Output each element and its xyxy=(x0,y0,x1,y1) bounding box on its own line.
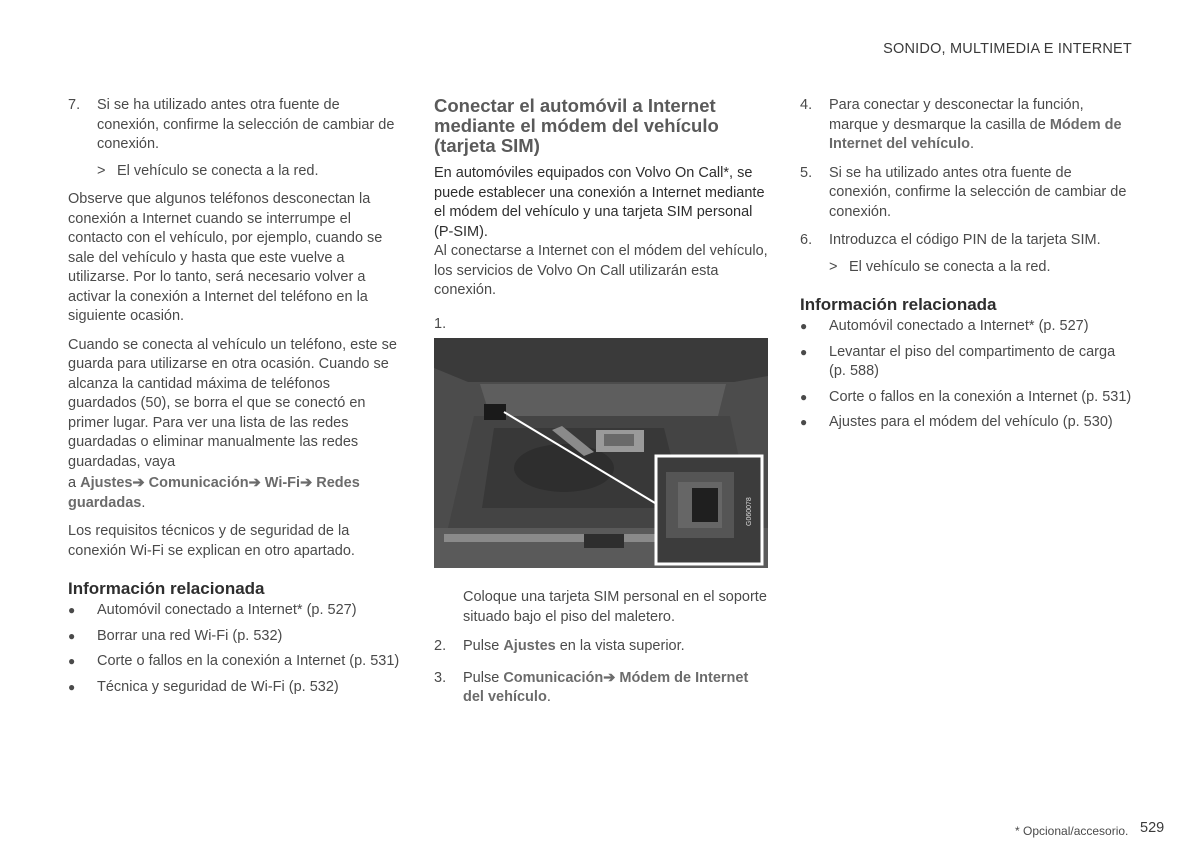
step-4: 4. Para conectar y desconectar la función, marque y desmarque la casilla de Módem de Internet del vehículo. xyxy=(800,96,1132,155)
paragraph-saved-phones: Cuando se conecta al vehículo un teléfono, este se guarda para utilizarse en otra ocasión. Cuando se alcanza la cantidad máxima de teléfonos guardados (50), se borra el que se conectó en primer lugar. Para ver una lista de las redes guardadas o eliminar manualmente las redes guardadas, vaya xyxy=(68,336,397,470)
bullet-icon: ● xyxy=(68,628,76,643)
paragraph-voc-services: Al conectarse a Internet con el módem del vehículo, los servicios de Volvo On Call utilizarán esta conexión. xyxy=(434,243,768,298)
step-number: 7. xyxy=(68,97,81,113)
optional-accessory-note: * Opcional/accesorio. xyxy=(1015,824,1129,838)
column-right xyxy=(800,96,1132,439)
paragraph-wifi-requirements: Los requisitos técnicos y de seguridad de la conexión Wi-Fi se explican en otro apartado. xyxy=(68,523,355,559)
related-link-item[interactable]: ● Corte o fallos en la conexión a Internet (p. 531) xyxy=(68,652,401,672)
related-link-item[interactable]: ● Automóvil conectado a Internet* (p. 527) xyxy=(68,601,401,621)
path-prefix: a xyxy=(68,475,81,491)
vehicle-modem-label: Módem de Internet del vehículo xyxy=(463,669,749,705)
vehicle-modem-label: Módem de Internet del vehículo xyxy=(829,116,1122,152)
step-number: 4. xyxy=(800,97,813,113)
step-3: 3. Pulse Comunicación➔ Módem de Internet del vehículo. xyxy=(434,669,768,708)
path-end: . xyxy=(141,494,146,511)
bullet-icon: ● xyxy=(68,679,76,694)
trunk-illustration xyxy=(434,338,768,568)
step-text: Si se ha utilizado antes otra fuente de conexión, confirme la selección de cambiar de conexión. xyxy=(829,164,1127,220)
settings-label: Ajustes xyxy=(503,638,556,654)
related-link-item[interactable]: ● Corte o fallos en la conexión a Internet (p. 531) xyxy=(800,388,1132,408)
related-link-item[interactable]: ● Ajustes para el módem del vehículo (p. 530) xyxy=(800,413,1132,433)
bullet-icon: ● xyxy=(800,389,808,404)
arrow-icon: ➔ xyxy=(248,475,261,491)
path-saved-networks: Redes guardadas xyxy=(68,475,360,511)
step-6 xyxy=(800,231,1132,251)
arrow-icon: ➔ xyxy=(132,475,145,491)
sim-holder xyxy=(484,404,506,420)
paragraph-phones-disconnect: Observe que algunos teléfonos desconectan la conexión a Internet cuando se interrumpe el contacto con el vehículo, por ejemplo, cuando se sale del vehículo y hasta que este vuelve a utilizarse. Por lo tanto, será necesario volver a activar la conexión a Internet del teléfono en la siguiente ocasión. xyxy=(68,191,383,324)
step-2: 2. Pulse Ajustes en la vista superior. xyxy=(434,637,768,657)
step-5 xyxy=(800,164,1132,223)
result-arrow-icon: > xyxy=(97,162,106,179)
related-link-item[interactable]: ● Técnica y seguridad de Wi-Fi (p. 532) xyxy=(68,678,401,698)
step-number: 5. xyxy=(800,164,813,181)
step-7 xyxy=(68,96,401,155)
related-link-item[interactable]: ● Levantar el piso del compartimento de carga (p. 588) xyxy=(800,343,1132,382)
path-settings: Ajustes xyxy=(80,475,133,491)
step-number: 2. xyxy=(434,638,447,654)
running-header: SONIDO, MULTIMEDIA E INTERNET xyxy=(883,41,1132,57)
bullet-icon: ● xyxy=(68,654,76,668)
figure-code: G060078 xyxy=(746,497,753,526)
path-wifi: Wi-Fi xyxy=(264,475,301,491)
trunk-sim-figure xyxy=(434,338,768,568)
step-6-result xyxy=(829,258,1132,278)
bullet-icon: ● xyxy=(800,415,808,429)
step-1-number: 1. xyxy=(434,315,447,332)
step-text: Si se ha utilizado antes otra fuente de conexión, confirme la selección de cambiar de conexión. xyxy=(97,97,395,152)
bullet-icon: ● xyxy=(800,344,808,359)
column-left xyxy=(68,96,401,703)
result-text: El vehículo se conecta a la red. xyxy=(849,258,1051,275)
arrow-icon: ➔ xyxy=(603,669,616,686)
path-communication: Comunicación xyxy=(148,475,249,491)
related-info-heading: Información relacionada xyxy=(800,295,997,314)
step-number: 3. xyxy=(434,669,447,686)
related-link-item[interactable]: ● Automóvil conectado a Internet* (p. 527) xyxy=(800,317,1132,337)
arrow-icon: ➔ xyxy=(300,475,313,491)
step-1-text: Coloque una tarjeta SIM personal en el soporte situado bajo el piso del maletero. xyxy=(463,589,767,625)
related-link-item[interactable]: ● Borrar una red Wi-Fi (p. 532) xyxy=(68,627,401,647)
communication-label: Comunicación xyxy=(503,669,604,686)
column-middle xyxy=(434,96,768,717)
bullet-icon: ● xyxy=(68,603,76,617)
result-arrow-icon: > xyxy=(829,258,838,275)
result-text: El vehículo se conecta a la red. xyxy=(117,162,319,179)
intro-paragraph: En automóviles equipados con Volvo On Call*, se puede establecer una conexión a Internet mediante el módem del vehículo y una tarjeta SIM personal (P-SIM). xyxy=(434,165,765,240)
step-text: Introduzca el código PIN de la tarjeta SIM. xyxy=(829,232,1101,248)
step-number: 6. xyxy=(800,232,813,248)
bullet-icon: ● xyxy=(800,319,808,333)
related-info-heading: Información relacionada xyxy=(68,579,265,598)
section-title: Conectar el automóvil a Internet mediante el módem del vehículo (tarjeta SIM) xyxy=(434,95,719,156)
settings-path xyxy=(68,474,401,513)
page-number: 529 xyxy=(1140,820,1165,836)
step-7-result xyxy=(97,162,401,182)
